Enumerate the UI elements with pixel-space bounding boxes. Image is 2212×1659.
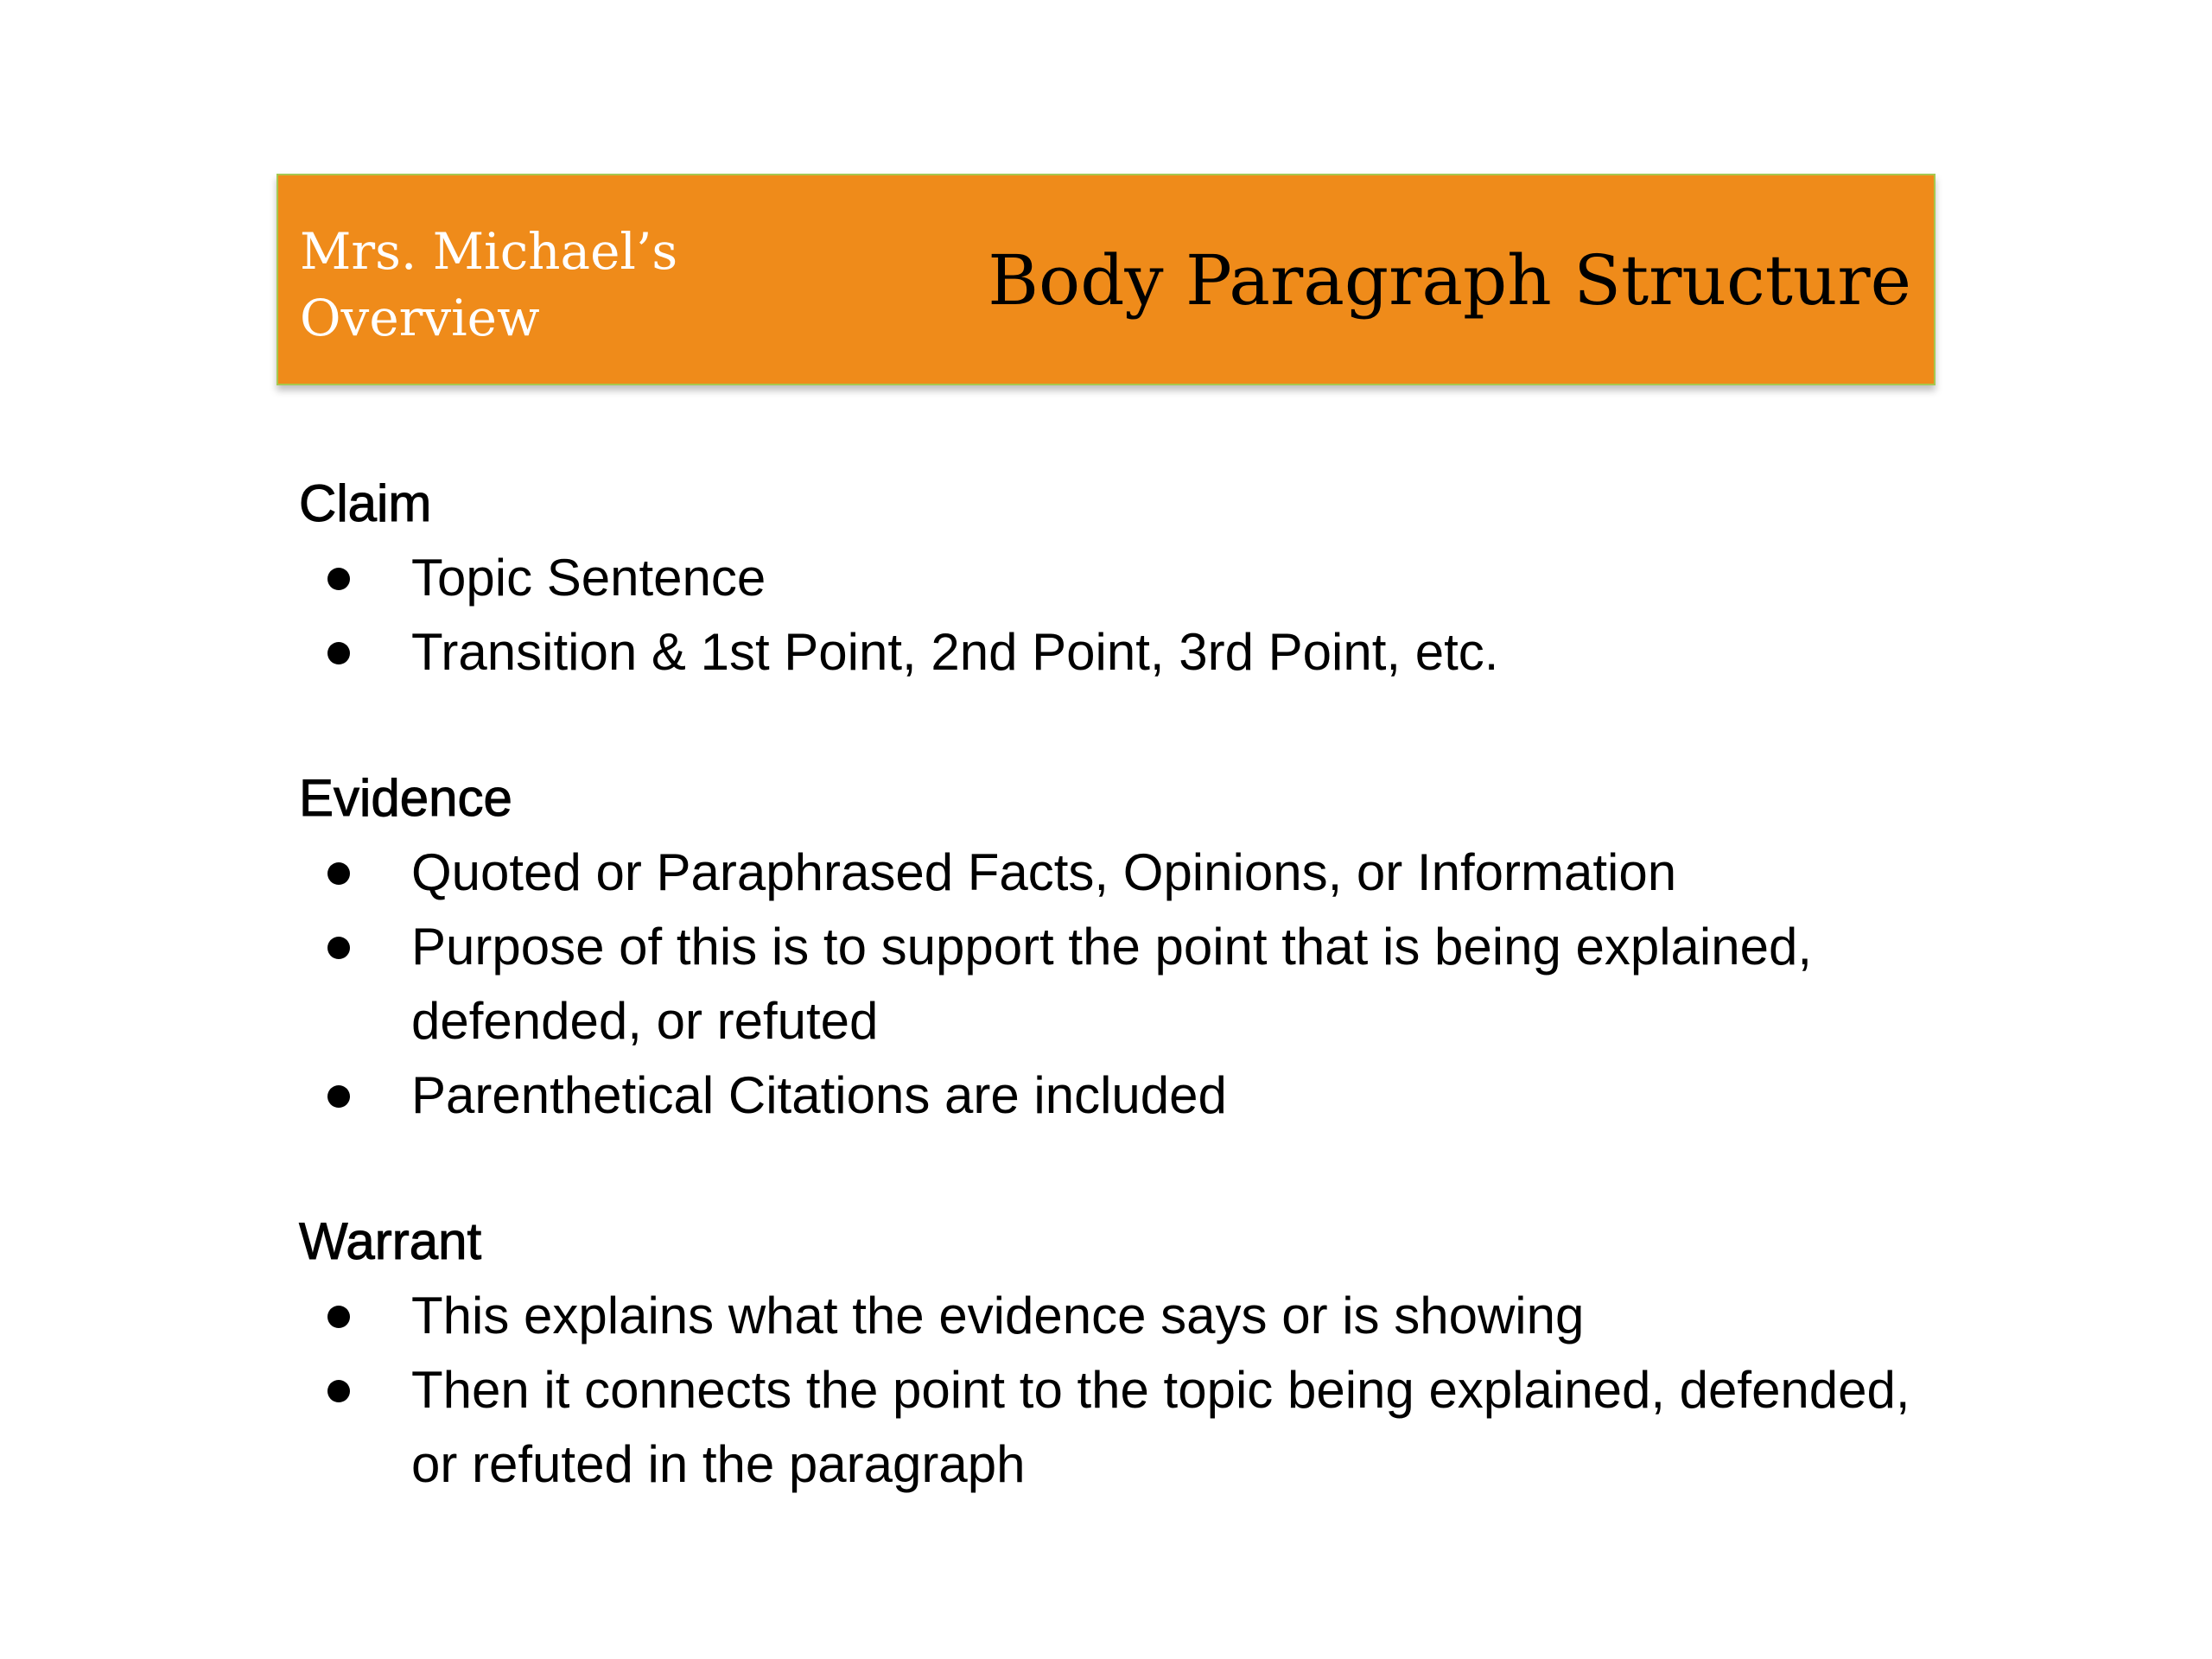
content	[299, 467, 1941, 1502]
bullet-icon	[327, 1306, 350, 1328]
section-evidence	[299, 761, 1941, 1133]
bullet-icon	[327, 862, 350, 885]
bullet-icon	[327, 937, 350, 959]
list-item-text: This explains what the evidence says or is showing	[411, 1287, 1585, 1344]
bullet-list-evidence	[299, 836, 1941, 1133]
list-item-text: Then it connects the point to the topic being explained, defended, or refuted in the paragraph	[411, 1361, 1910, 1493]
list-item-text: Quoted or Paraphrased Facts, Opinions, or Information	[411, 843, 1677, 901]
list-item	[299, 1058, 1915, 1133]
list-item	[299, 910, 1915, 1058]
page-title: Body Paragraph Structure	[988, 240, 1911, 321]
section-heading-warrant: Warrant	[299, 1212, 482, 1270]
list-item	[299, 1353, 1915, 1502]
list-item	[299, 541, 1915, 615]
list-item-text: Transition & 1st Point, 2nd Point, 3rd Point, etc.	[411, 623, 1499, 681]
bullet-icon	[327, 642, 350, 664]
list-item	[299, 836, 1915, 910]
list-item-text: Topic Sentence	[411, 549, 766, 607]
bullet-list-claim	[299, 541, 1941, 690]
section-warrant	[299, 1205, 1941, 1502]
list-item	[299, 1279, 1915, 1353]
bullet-icon	[327, 1380, 350, 1402]
bullet-icon	[327, 1085, 350, 1108]
bullet-list-warrant	[299, 1279, 1941, 1502]
header-subtitle	[300, 219, 677, 352]
list-item	[299, 615, 1915, 690]
section-heading-evidence: Evidence	[299, 769, 512, 827]
header-subtitle-line-2: Overview	[300, 289, 540, 347]
bullet-icon	[327, 568, 350, 590]
section-claim	[299, 467, 1941, 690]
list-item-text: Purpose of this is to support the point that is being explained, defended, or refuted	[411, 918, 1813, 1050]
section-heading-claim: Claim	[299, 474, 432, 532]
header-banner	[276, 174, 1936, 385]
header-subtitle-line-1: Mrs. Michael’s	[300, 222, 678, 281]
list-item-text: Parenthetical Citations are included	[411, 1066, 1227, 1124]
